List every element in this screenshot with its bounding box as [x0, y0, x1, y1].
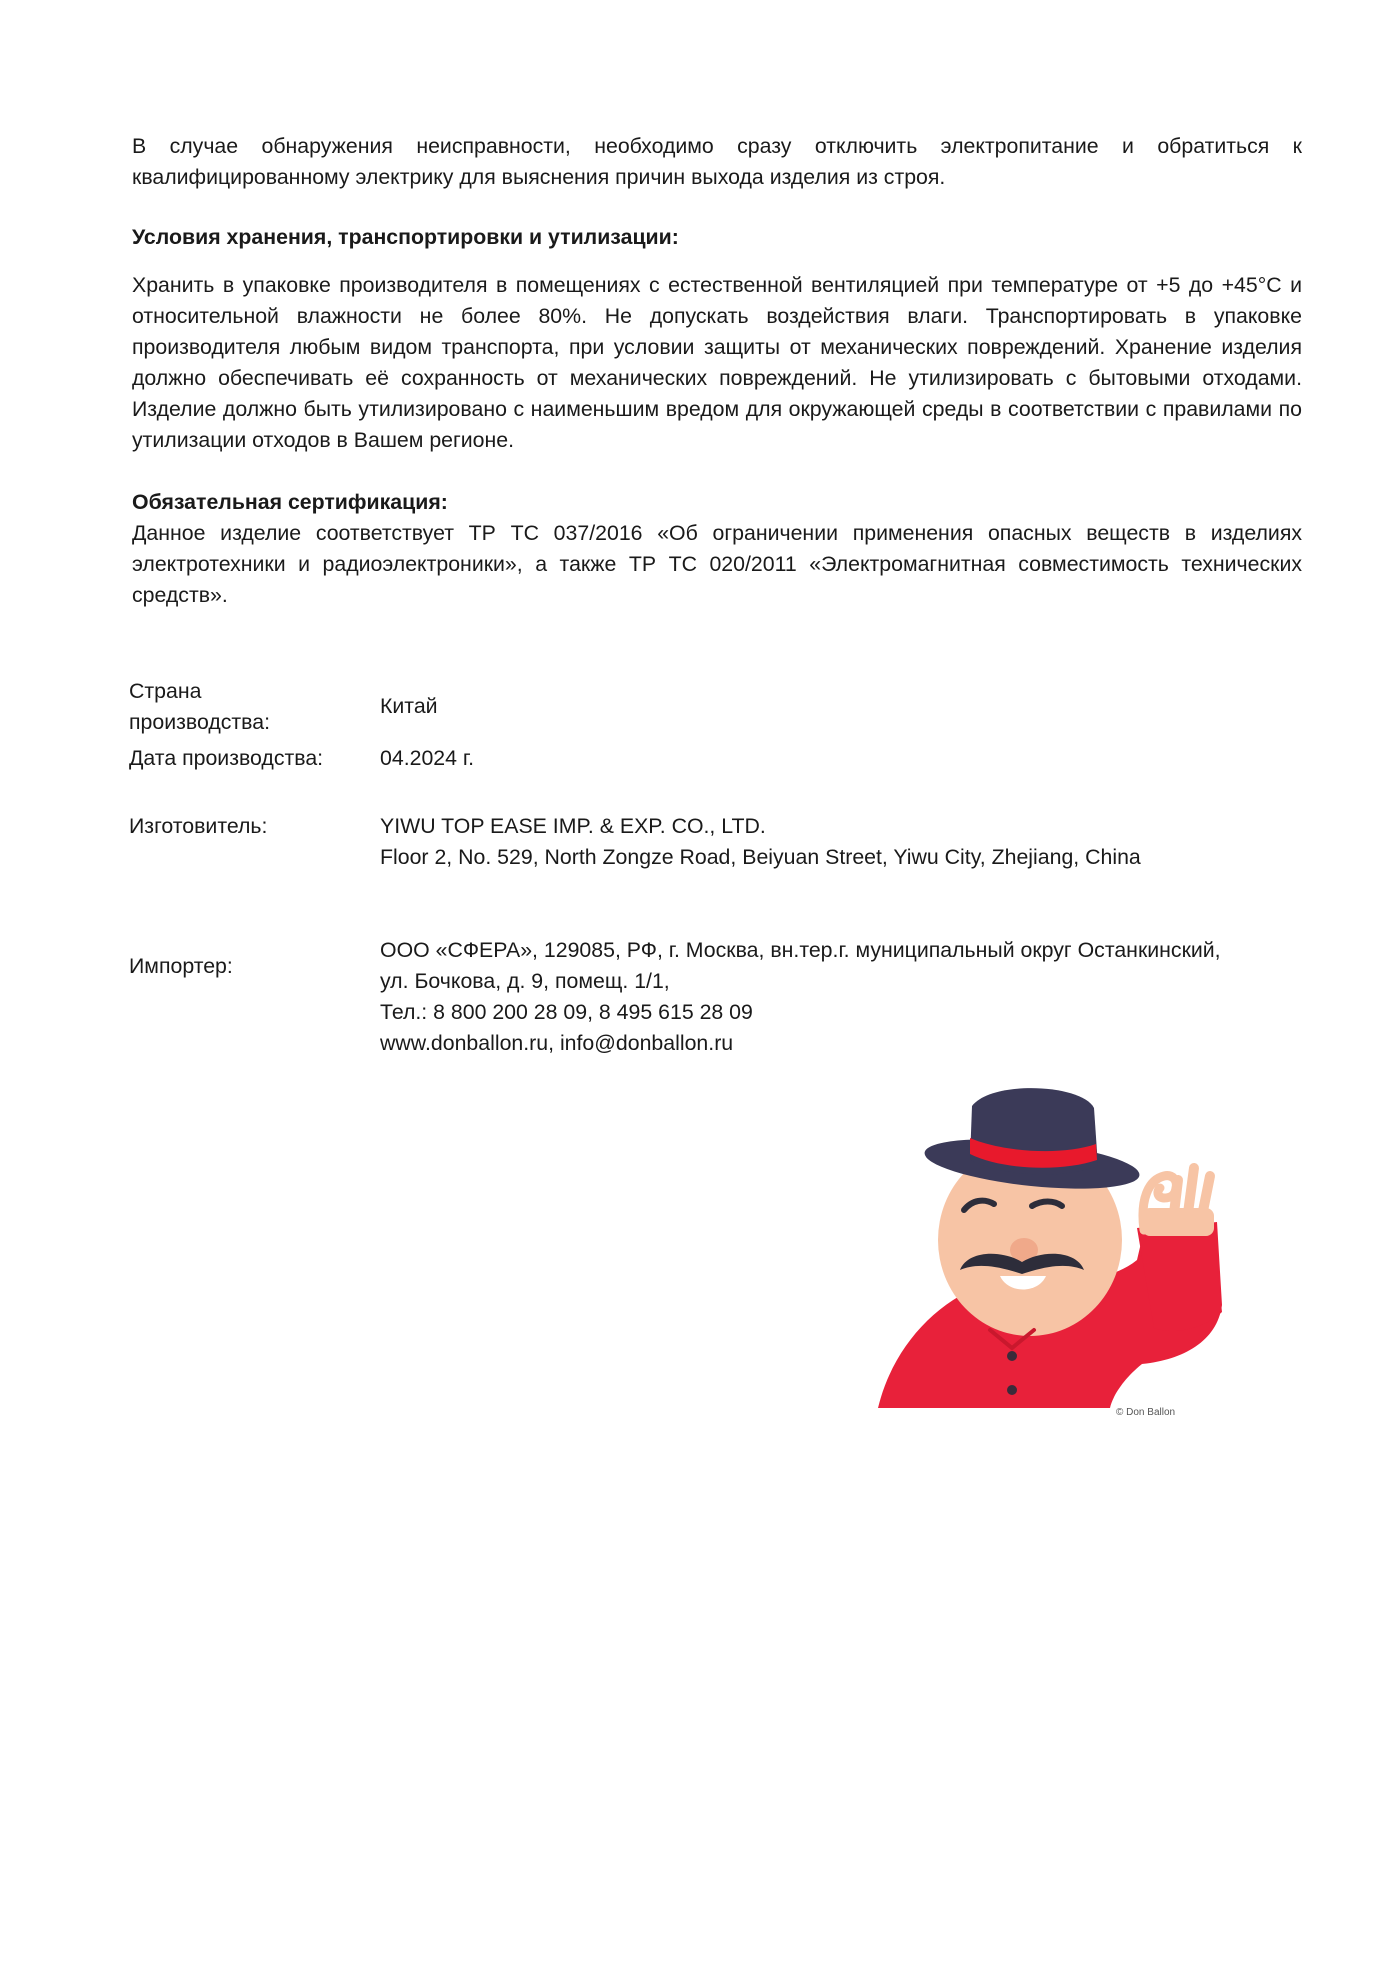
importer-web-email: www.donballon.ru, info@donballon.ru [380, 1031, 734, 1055]
date-label [129, 743, 369, 774]
country-value [380, 691, 1340, 722]
date-value [380, 743, 1340, 774]
maker-value [380, 811, 1340, 873]
shirt-button [1007, 1385, 1017, 1395]
shirt-button [1007, 1351, 1017, 1361]
importer-label [129, 951, 369, 982]
country-value-text: Китай [380, 694, 438, 718]
fault-paragraph: В случае обнаружения неисправности, необходимо сразу отключить электропитание и обратиться к квалифицированному электрику для выяснения причин выхода изделия из строя. [132, 134, 1302, 189]
don-ballon-mascot [872, 1080, 1252, 1420]
maker-label-text: Изготовитель: [129, 814, 268, 838]
date-value-text: 04.2024 г. [380, 746, 474, 770]
maker-name: YIWU TOP EASE IMP. & EXP. CO., LTD. [380, 814, 766, 838]
country-label-line: Страна [129, 679, 202, 703]
mascot-copyright: © Don Ballon [1116, 1407, 1176, 1418]
certification-paragraph: Данное изделие соответствует ТР ТС 037/2016 «Об ограничении применения опасных веществ в изделиях электротехники и радиоэлектроники», а также ТР ТС 020/2011 «Электромагнитная совместимость технических средств». [132, 521, 1302, 607]
country-label [129, 676, 369, 738]
storage-heading: Условия хранения, транспортировки и утилизации: [132, 225, 679, 249]
country-label-line: производства: [129, 710, 270, 734]
importer-label-text: Импортер: [129, 954, 233, 978]
importer-phones: Тел.: 8 800 200 28 09, 8 495 615 28 09 [380, 1000, 753, 1024]
maker-address: Floor 2, No. 529, North Zongze Road, Beiyuan Street, Yiwu City, Zhejiang, China [380, 845, 1141, 869]
importer-name-address: ООО «СФЕРА», 129085, РФ, г. Москва, вн.тер.г. муниципальный округ Останкинский, [380, 938, 1221, 962]
importer-value [380, 935, 1340, 1059]
date-label-text: Дата производства: [129, 746, 324, 770]
maker-label [129, 811, 369, 842]
importer-address-2: ул. Бочкова, д. 9, помещ. 1/1, [380, 969, 670, 993]
storage-paragraph: Хранить в упаковке производителя в помещениях с естественной вентиляцией при температуре от +5 до +45°С и относительной влажности не более 80%. Не допускать воздействия влаги. Транспортировать в упаковке производителя любым видом транспорта, при условии защиты от механических повреждений. Хранение изделия должно обеспечивать её сохранность от механических повреждений. Не утилизировать с бытовыми отходами. Изделие должно быть утилизировано с наименьшим вредом для окружающей среды в соответствии с правилами по утилизации отходов в Вашем регионе. [132, 273, 1302, 452]
certification-heading: Обязательная сертификация: [132, 490, 448, 514]
ok-hand-icon [1142, 1168, 1214, 1236]
